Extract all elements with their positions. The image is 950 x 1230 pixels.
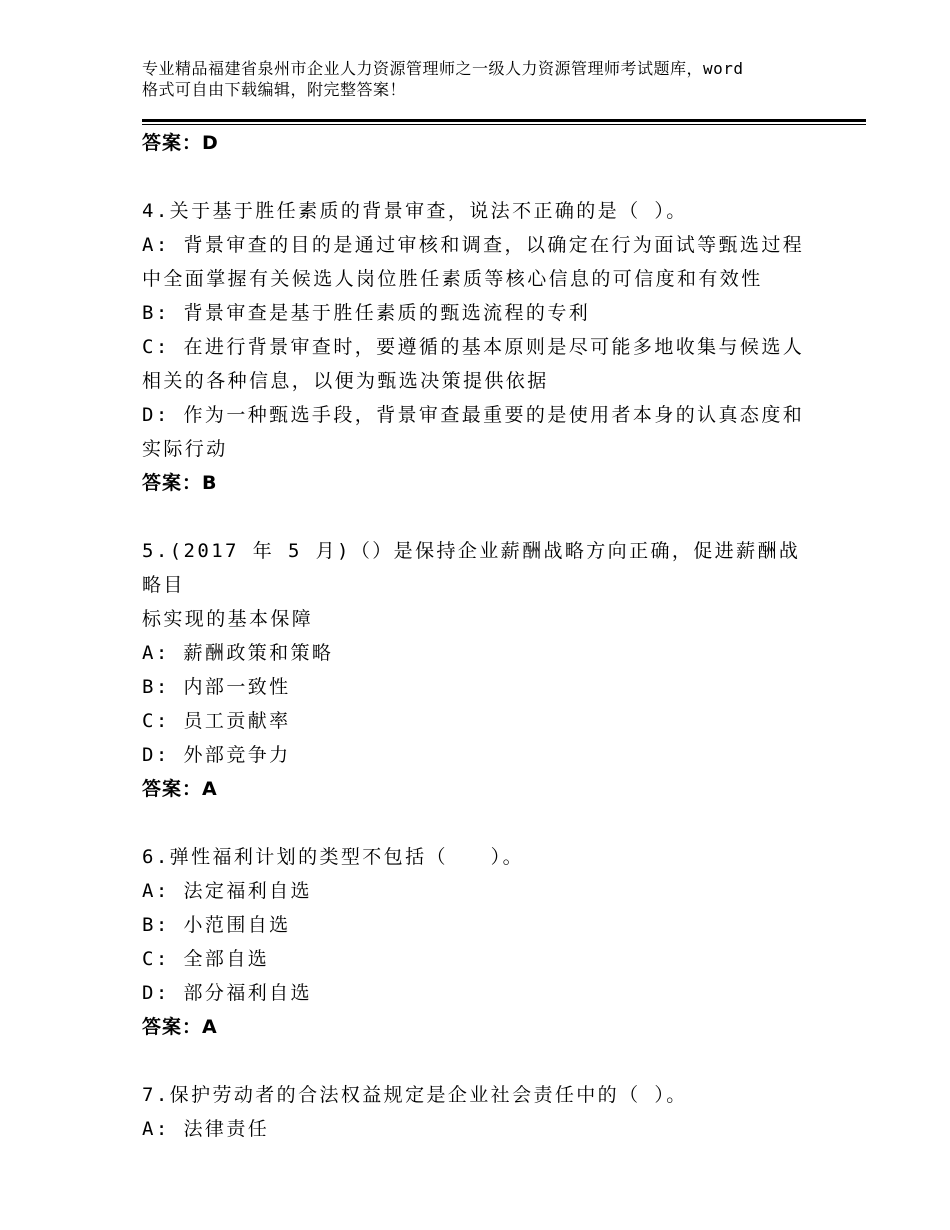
option-d: D: 部分福利自选: [142, 982, 312, 1004]
option-b: B: 内部一致性: [142, 676, 291, 698]
spacer: [142, 160, 812, 194]
header-line-1: 专业精品福建省泉州市企业人力资源管理师之一级人力资源管理师考试题库，word: [142, 59, 744, 78]
option-d: D: 外部竞争力: [142, 744, 291, 766]
option-c: C: 员工贡献率: [142, 710, 291, 732]
answer-prev: 答案：D: [142, 132, 219, 154]
spacer: [142, 500, 812, 534]
question-6: [142, 840, 812, 1044]
option-d: D: 作为一种甄选手段，背景审查最重要的是使用者本身的认真态度和: [142, 404, 805, 426]
question-stem: 5.(2017 年 5 月)（）是保持企业薪酬战略方向正确，促进薪酬战略目: [142, 540, 801, 596]
answer: 答案：A: [142, 778, 218, 800]
option-c: C: 全部自选: [142, 948, 270, 970]
answer: 答案：A: [142, 1016, 218, 1038]
option-a-cont: 中全面掌握有关候选人岗位胜任素质等核心信息的可信度和有效性: [142, 268, 763, 290]
question-stem: 6.弹性福利计划的类型不包括（ ）。: [142, 846, 524, 868]
option-d-cont: 实际行动: [142, 438, 228, 460]
question-stem: 7.保护劳动者的合法权益规定是企业社会责任中的（ ）。: [142, 1084, 688, 1106]
question-4: [142, 194, 812, 500]
spacer: [142, 1044, 812, 1078]
question-list: [142, 126, 812, 1146]
spacer: [142, 806, 812, 840]
option-b: B: 背景审查是基于胜任素质的甄选流程的专利: [142, 302, 591, 324]
answer: 答案：B: [142, 472, 218, 494]
option-a: A: 法定福利自选: [142, 880, 312, 902]
header-line-2: 格式可自由下载编辑，附完整答案！: [142, 80, 407, 99]
document-header: [142, 58, 822, 100]
question-stem: 4.关于基于胜任素质的背景审查，说法不正确的是（ ）。: [142, 200, 688, 222]
option-a: A: 法律责任: [142, 1118, 270, 1140]
header-rule-thick: [142, 119, 866, 122]
option-c: C: 在进行背景审查时，要遵循的基本原则是尽可能多地收集与候选人: [142, 336, 805, 358]
option-a: A: 背景审查的目的是通过审核和调查，以确定在行为面试等甄选过程: [142, 234, 805, 256]
option-b: B: 小范围自选: [142, 914, 291, 936]
option-a: A: 薪酬政策和策略: [142, 642, 334, 664]
header-rule-thin: [142, 124, 866, 125]
option-c-cont: 相关的各种信息，以便为甄选决策提供依据: [142, 370, 549, 392]
question-stem-cont: 标实现的基本保障: [142, 608, 314, 630]
question-7: [142, 1078, 812, 1146]
question-5: [142, 534, 812, 806]
